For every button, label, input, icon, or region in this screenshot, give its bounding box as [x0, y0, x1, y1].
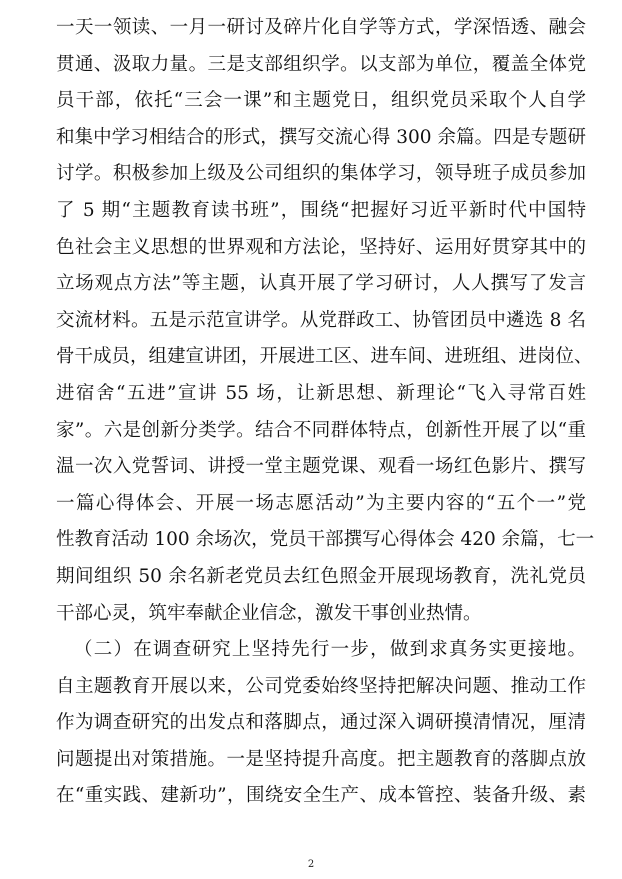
text-line: 贯通、汲取力量。三是支部组织学。以支部为单位，覆盖全体党: [56, 53, 586, 75]
text-line: 一天一领读、一月一研讨及碎片化自学等方式，学深悟透、融会: [56, 17, 586, 38]
text-line: 家”。六是创新分类学。结合不同群体特点，创新性开展了以“重: [56, 419, 586, 441]
text-line: 色社会主义思想的世界观和方法论，坚持好、运用好贯穿其中的: [56, 236, 586, 258]
text-line: 员干部，依托“三会一课”和主题党日，组织党员采取个人自学: [56, 90, 586, 112]
text-line: 了 5 期“主题教育读书班”，围绕“把握好习近平新时代中国特: [56, 199, 586, 221]
text-line: 性教育活动 100 余场次，党员干部撰写心得体会 420 余篇，七一: [56, 529, 595, 551]
body-text: [56, 10, 595, 815]
text-line: 问题提出对策措施。一是坚持提升高度。把主题教育的落脚点放: [56, 748, 586, 770]
text-line: 自主题教育开展以来，公司党委始终坚持把解决问题、推动工作: [56, 675, 586, 697]
section-heading: （二）在调查研究上坚持先行一步，做到求真务实更接地。: [74, 639, 586, 661]
text-line: 期间组织 50 余名新老党员去红色照金开展现场教育，洗礼党员: [56, 565, 586, 587]
text-line: 温一次入党誓词、讲授一堂主题党课、观看一场红色影片、撰写: [56, 456, 586, 478]
text-line: 进宿舍“五进”宣讲 55 场，让新思想、新理论“飞入寻常百姓: [56, 382, 586, 404]
text-line: 一篇心得体会、开展一场志愿活动”为主要内容的“五个一”党: [56, 492, 586, 514]
page-number: 2: [307, 859, 315, 870]
text-line: 交流材料。五是示范宣讲学。从党群政工、协管团员中遴选 8 名: [56, 309, 586, 331]
text-line: 作为调查研究的出发点和落脚点，通过深入调研摸清情况，厘清: [56, 712, 586, 734]
text-line: 骨干成员，组建宣讲团，开展进工区、进车间、进班组、进岗位、: [56, 346, 593, 368]
text-line: 讨学。积极参加上级及公司组织的集体学习，领导班子成员参加: [56, 163, 586, 185]
text-line: 干部心灵，筑牢奉献企业信念，激发干事创业热情。: [56, 602, 482, 624]
text-line: 和集中学习相结合的形式，撰写交流心得 300 余篇。四是专题研: [56, 126, 586, 148]
text-line: 在“重实践、建新功”，围绕安全生产、成本管控、装备升级、素: [56, 785, 586, 807]
text-line: 立场观点方法”等主题，认真开展了学习研讨，人人撰写了发言: [56, 273, 586, 295]
